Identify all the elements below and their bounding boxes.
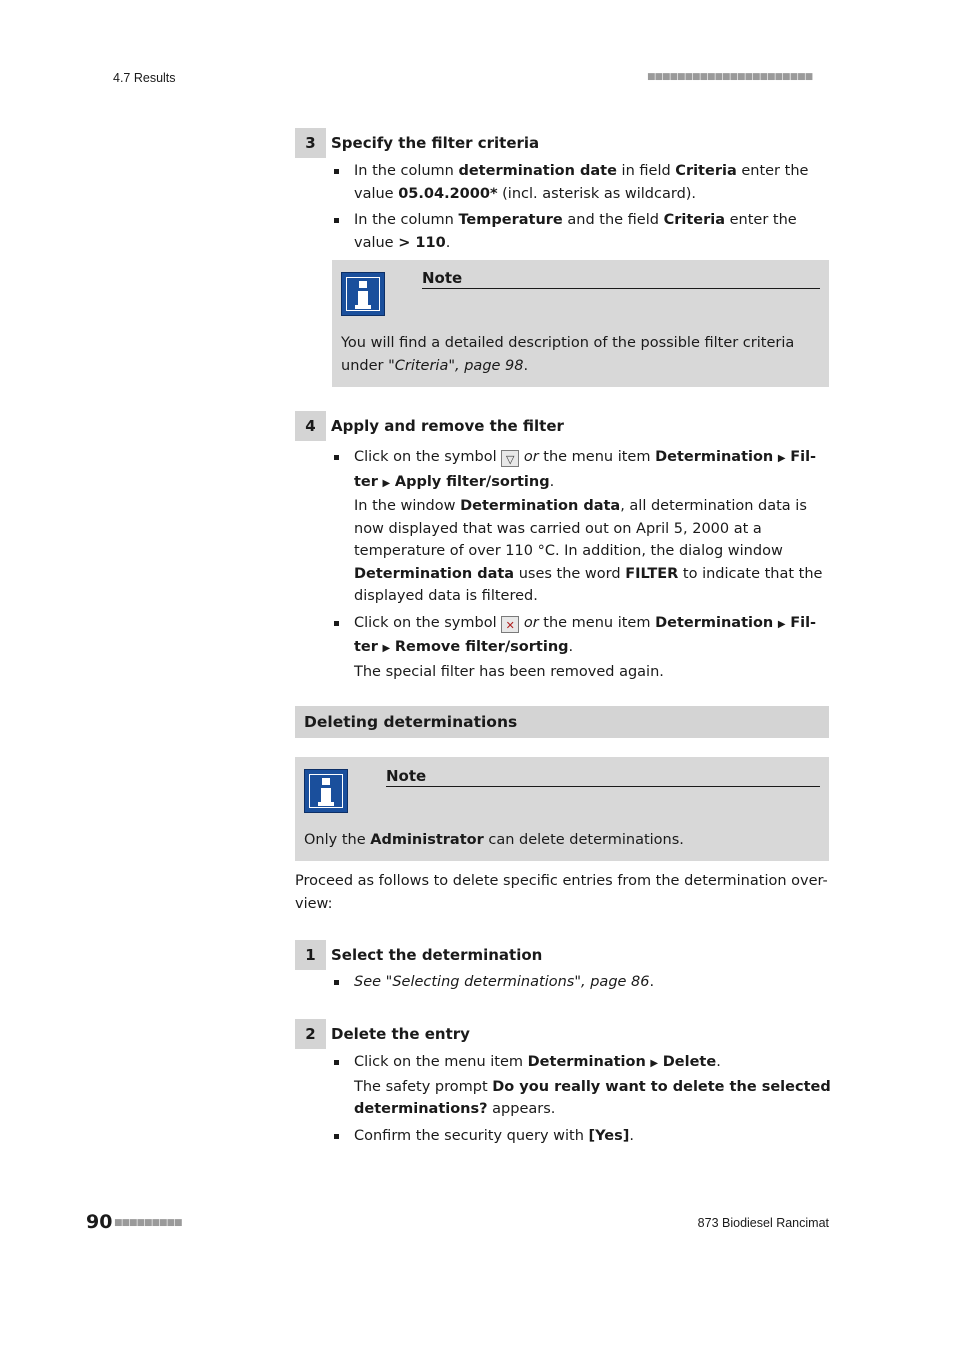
list-item: See "Selecting determinations", page 86. xyxy=(331,971,831,994)
list-item: Click on the menu item Determination ▶ Delete. The safety prompt Do you really want to delete the selected determinations? appears. xyxy=(331,1051,831,1121)
step-1-bullets xyxy=(331,971,831,994)
running-header-section: 4.7 Results xyxy=(113,71,176,85)
step-2-bullets xyxy=(331,1051,831,1147)
running-header-dots: ■■■■■■■■■■■■■■■■■■■■■■ xyxy=(647,72,813,82)
note-box xyxy=(332,260,829,387)
footer-dots: ■■■■■■■■■ xyxy=(114,1218,182,1228)
note-title: Note xyxy=(386,767,820,787)
step-number: 4 xyxy=(295,411,326,441)
step-number: 2 xyxy=(295,1019,326,1049)
note-title: Note xyxy=(422,269,820,289)
product-name: 873 Biodiesel Rancimat xyxy=(697,1216,829,1230)
menu-arrow-icon: ▶ xyxy=(382,643,391,654)
step-3-bullets xyxy=(331,160,831,254)
step-title: Apply and remove the filter xyxy=(331,417,564,435)
info-icon xyxy=(341,272,385,316)
section-heading xyxy=(295,706,829,738)
step-2-header xyxy=(295,1019,829,1049)
list-item: In the column determination date in field Criteria enter the value 05.04.2000* (incl. asterisk as wildcard). xyxy=(331,160,831,205)
page-number: 90 xyxy=(86,1211,113,1233)
section-title: Deleting determinations xyxy=(304,713,518,731)
filter-icon: ▽ xyxy=(501,450,519,467)
step-number: 1 xyxy=(295,940,326,970)
info-icon xyxy=(304,769,348,813)
step-title: Specify the filter criteria xyxy=(331,134,540,152)
step-4-bullets xyxy=(331,446,831,683)
step-title: Delete the entry xyxy=(331,1025,470,1043)
list-item: Click on the symbol ▽ or the menu item Determination ▶ Fil-ter ▶ Apply filter/sorting. In the window Determination data, all determination data is now displayed that was carried out on April 5, 2000 at a temperature of over 110 °C. In addition, the dialog window Determination data uses the word FILTER to indicate that the displayed data is filtered. xyxy=(331,446,831,608)
menu-arrow-icon: ▶ xyxy=(777,618,786,630)
remove-filter-icon: ✕ xyxy=(501,616,519,633)
step-4-header xyxy=(295,411,829,441)
list-item: Click on the symbol ✕ or the menu item Determination ▶ Fil-ter ▶ Remove filter/sorting. The special filter has been removed again. xyxy=(331,612,831,684)
menu-arrow-icon: ▶ xyxy=(382,477,391,489)
list-item: Confirm the security query with [Yes]. xyxy=(331,1125,831,1148)
intro-paragraph: Proceed as follows to delete specific entries from the determination over-view: xyxy=(295,873,828,912)
menu-arrow-icon: ▶ xyxy=(650,1058,659,1069)
note-body: You will find a detailed description of the possible filter criteria under "Criteria", page 98. xyxy=(341,335,795,374)
note-body: Only the Administrator can delete determinations. xyxy=(304,832,684,848)
step-title: Select the determination xyxy=(331,946,543,964)
cross-reference-link[interactable]: "Criteria", page 98 xyxy=(388,357,524,374)
step-3-header xyxy=(295,128,829,158)
note-box xyxy=(295,757,829,861)
step-1-header xyxy=(295,940,829,970)
menu-arrow-icon: ▶ xyxy=(777,453,786,464)
cross-reference-link[interactable]: See "Selecting determinations", page 86 xyxy=(354,974,650,990)
step-number: 3 xyxy=(295,128,326,158)
list-item: In the column Temperature and the field Criteria enter the value > 110. xyxy=(331,209,831,254)
